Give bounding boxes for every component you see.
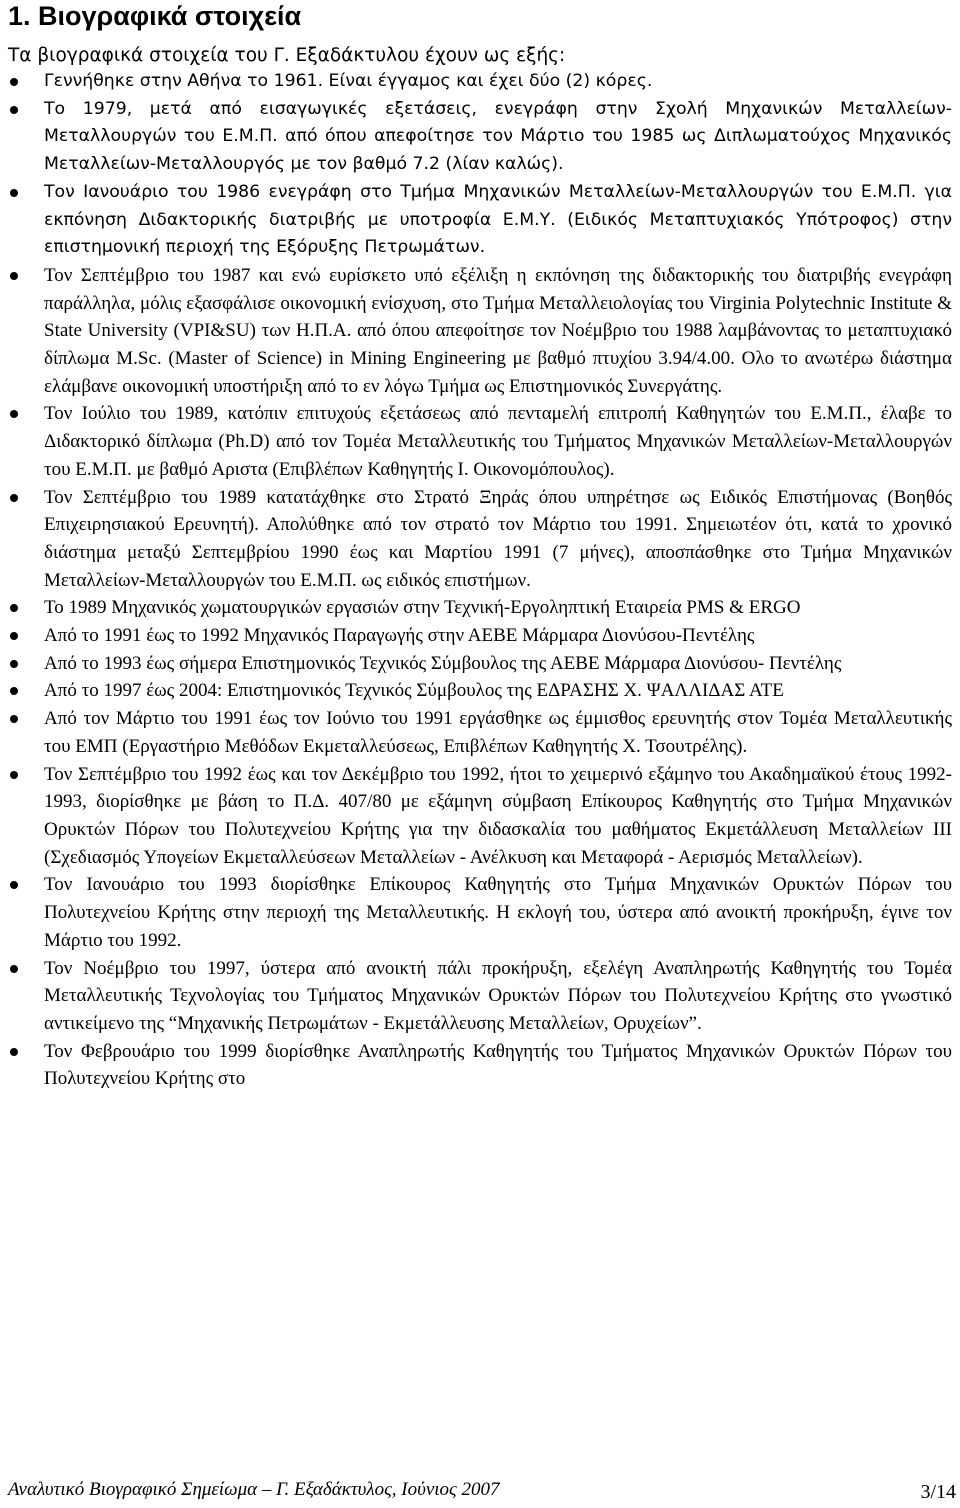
list-item: Από το 1991 έως το 1992 Μηχανικός Παραγωγής στην ΑΕΒΕ Μάρμαρα Διονύσου-Πεντέλης (0, 622, 960, 650)
list-item: Το 1979, μετά από εισαγωγικές εξετάσεις, ενεγράφη στην Σχολή Μηχανικών Μεταλλείων-Μεταλλουργών του Ε.Μ.Π. από όπου απεφοίτησε τον Μάρτιο του 1985 ως Διπλωματούχος Μηχανικός Μεταλλείων-Μεταλλουργός με τον βαθμό 7.2 (λίαν καλώς). (0, 96, 960, 179)
bullet-icon (10, 660, 18, 668)
section-heading: 1. Βιογραφικά στοιχεία (8, 1, 302, 31)
list-item: Τον Φεβρουάριο του 1999 διορίσθηκε Αναπληρωτής Καθηγητής του Τμήματος Μηχανικών Ορυκτών Πόρων του Πολυτεχνείου Κρήτης στο (0, 1038, 960, 1093)
bullet-icon (10, 1048, 18, 1056)
bullet-icon (10, 604, 18, 612)
list-item: Το 1989 Μηχανικός χωματουργικών εργασιών στην Τεχνική-Εργοληπτική Εταιρεία PMS & ERGO (0, 594, 960, 622)
list-item: Τον Σεπτέμβριο του 1987 και ενώ ευρίσκετο υπό εξέλιξη η εκπόνηση της διδακτορικής του διατριβής ενεγράφη παράλληλα, μόλις εξασφάλισε οικονομική ενίσχυση, στο Τμήμα Μεταλλειολογίας του Virginia Polytechnic Institute & State University (VPI&SU) των Η.Π.Α. από όπου απεφοίτησε τον Νοέμβριο του 1988 λαμβάνοντας το μεταπτυχιακό δίπλωμα M.Sc. (Master of Science) in Mining Engineering με βαθμό πτυχίου 3.94/4.00. Ολο το ανωτέρω διάστημα ελάμβανε οικονομική υποστήριξη από το εν λόγω Τμήμα ως Επιστημονικός Συνεργάτης. (0, 262, 960, 401)
list-item: Τον Ιανουάριο του 1993 διορίσθηκε Επίκουρος Καθηγητής στο Τμήμα Μηχανικών Ορυκτών Πόρων του Πολυτεχνείου Κρήτης στην περιοχή της Μεταλλευτικής. Η εκλογή του, ύστερα από ανοικτή προκήρυξη, έγινε τον Μάρτιο του 1992. (0, 871, 960, 954)
list-item: Από το 1993 έως σήμερα Επιστημονικός Τεχνικός Σύμβουλος της ΑΕΒΕ Μάρμαρα Διονύσου- Πεντέλης (0, 650, 960, 678)
list-item: Τον Ιανουάριο του 1986 ενεγράφη στο Τμήμα Μηχανικών Μεταλλείων-Μεταλλουργών του Ε.Μ.Π. για εκπόνηση Διδακτορικής διατριβής με υποτροφία Ε.Μ.Υ. (Ειδικός Μεταπτυχιακός Υπότροφος) στην επιστημονική περιοχή της Εξόρυξης Πετρωμάτων. (0, 179, 960, 262)
bullet-icon (10, 106, 18, 114)
footer-title: Αναλυτικό Βιογραφικό Σημείωμα – Γ. Εξαδάκτυλος, Ιούνιος 2007 (8, 1479, 500, 1500)
list-item: Από το 1997 έως 2004: Επιστημονικός Τεχνικός Σύμβουλος της ΕΔΡΑΣΗΣ Χ. ΨΑΛΛΙΔΑΣ ΑΤΕ (0, 677, 960, 705)
list-item: Τον Νοέμβριο του 1997, ύστερα από ανοικτή πάλι προκήρυξη, εξελέγη Αναπληρωτής Καθηγητής του Τομέα Μεταλλευτικής Τεχνολογίας του Τμήματος Μηχανικών Ορυκτών Πόρων του Πολυτεχνείου Κρήτης στο γνωστικό αντικείμενο της “Μηχανικής Πετρωμάτων - Εκμετάλλευσης Μεταλλείων, Ορυχείων”. (0, 955, 960, 1038)
intro-paragraph: Τα βιογραφικά στοιχεία του Γ. Εξαδάκτυλου έχουν ως εξής: (8, 45, 566, 66)
list-item: Από τον Μάρτιο του 1991 έως τον Ιούνιο του 1991 εργάσθηκε ως έμμισθος ερευνητής στον Τομέα Μεταλλευτικής του ΕΜΠ (Εργαστήριο Μεθόδων Εκμεταλλεύσεως, Επιβλέπων Καθηγητής Χ. Τσουτρέλης). (0, 705, 960, 760)
bullet-icon (10, 771, 18, 779)
list-item: Τον Σεπτέμβριο του 1989 κατατάχθηκε στο Στρατό Ξηράς όπου υπηρέτησε ως Ειδικός Επιστήμονας (Βοηθός Επιχειρησιακού Ερευνητή). Απολύθηκε από τον στρατό τον Μάρτιο του 1991. Σημειωτέον ότι, κατά το χρονικό διάστημα μεταξύ Σεπτεμβρίου 1990 έως και Μαρτίου 1991 (7 μήνες), αποσπάσθηκε στο Τμήμα Μηχανικών Μεταλλείων-Μεταλλουργών του Ε.Μ.Π. ως ειδικός επιστήμων. (0, 484, 960, 595)
bullet-icon (10, 715, 18, 723)
list-item: Τον Ιούλιο του 1989, κατόπιν επιτυχούς εξετάσεως από πενταμελή επιτροπή Καθηγητών του Ε.Μ.Π., έλαβε το Διδακτορικό δίπλωμα (Ph.D) από τον Τομέα Μεταλλευτικής του Τμήματος Μηχανικών Μεταλλείων-Μεταλλουργών του Ε.Μ.Π. με βαθμό Αριστα (Επιβλέπων Καθηγητής Ι. Οικονομόπουλος). (0, 400, 960, 483)
bullet-icon (10, 881, 18, 889)
biography-list (0, 68, 960, 1093)
bullet-icon (10, 687, 18, 695)
bullet-icon (10, 632, 18, 640)
page-number: 3/14 (920, 1481, 956, 1503)
bullet-icon (10, 189, 18, 197)
bullet-icon (10, 494, 18, 502)
list-item: Γεννήθηκε στην Αθήνα το 1961. Είναι έγγαμος και έχει δύο (2) κόρες. (0, 68, 960, 96)
bullet-icon (10, 410, 18, 418)
bullet-icon (10, 272, 18, 280)
bullet-icon (10, 78, 18, 86)
list-item: Τον Σεπτέμβριο του 1992 έως και τον Δεκέμβριο του 1992, ήτοι το χειμερινό εξάμηνο του Ακαδημαϊκού έτους 1992-1993, διορίσθηκε με βάση το Π.Δ. 407/80 με εξάμηνη σύμβαση Επίκουρος Καθηγητής στο Τμήμα Μηχανικών Ορυκτών Πόρων του Πολυτεχνείου Κρήτης για την διδασκαλία του μαθήματος Εκμετάλλευση Μεταλλείων ΙΙΙ (Σχεδιασμός Υπογείων Εκμεταλλεύσεων Μεταλλείων - Ανέλκυση και Μεταφορά - Αερισμός Μεταλλείων). (0, 761, 960, 872)
bullet-icon (10, 965, 18, 973)
